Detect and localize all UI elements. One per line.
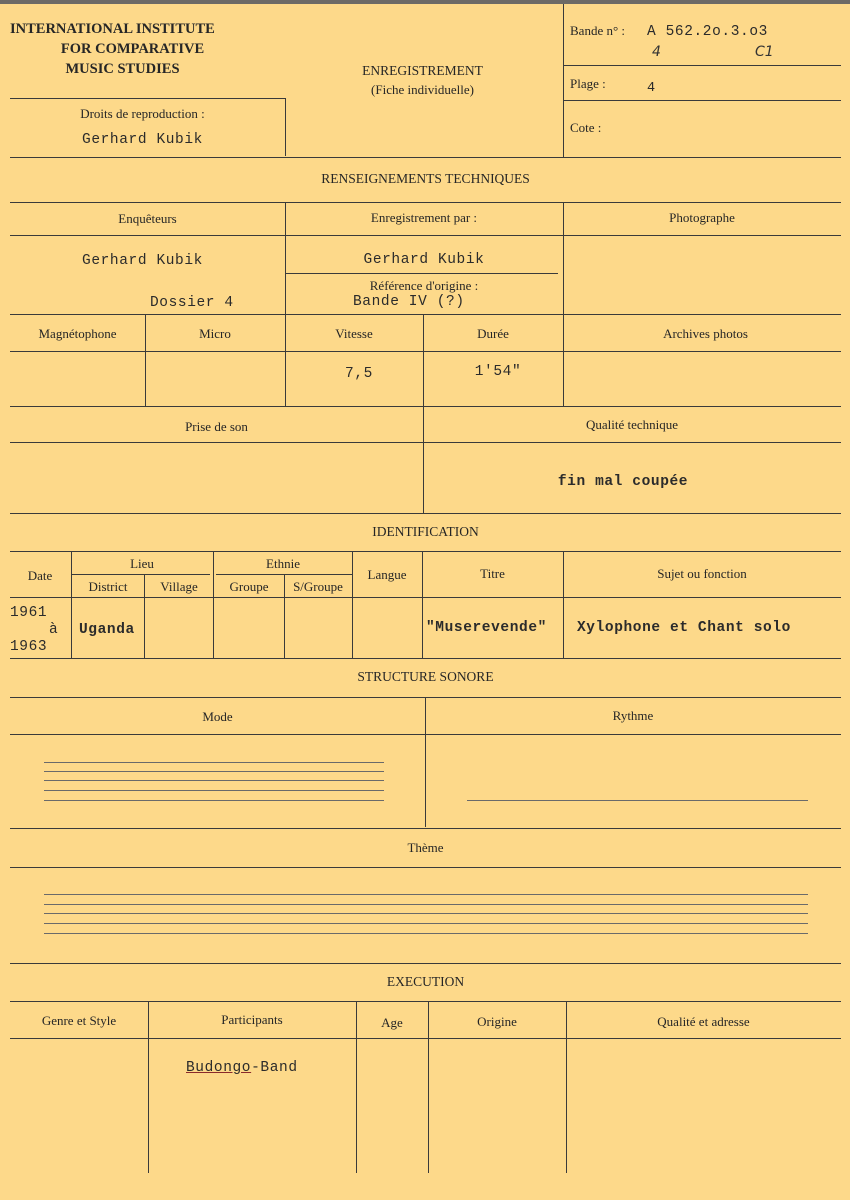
- genre-style-label: Genre et Style: [41, 1013, 117, 1028]
- tech-line-3: [10, 314, 841, 315]
- bande-hand-left: 4: [652, 44, 661, 60]
- theme-staff-line-1: [44, 894, 808, 895]
- ident-divider-6: [422, 551, 423, 658]
- structure-divider: [425, 697, 426, 827]
- header-right-divider: [563, 4, 564, 157]
- institute-line-3: MUSIC STUDIES: [65, 61, 180, 77]
- form-title: ENREGISTREMENT: [362, 63, 483, 78]
- ident-divider-4: [284, 574, 285, 658]
- magnetophone-label: Magnétophone: [38, 326, 117, 341]
- tech-divider-6: [563, 314, 564, 406]
- qualite-technique-label: Qualité technique: [585, 417, 679, 432]
- rights-label: Droits de reproduction :: [80, 106, 205, 121]
- tech-bottom-line: [10, 513, 841, 514]
- bande-label: Bande n° :: [570, 23, 626, 38]
- qualite-technique-value: fin mal coupée: [557, 474, 689, 490]
- village-label: Village: [160, 579, 198, 594]
- tech-line-1: [10, 202, 841, 203]
- ident-line-2: [10, 597, 841, 598]
- mode-staff-line-2: [44, 771, 384, 772]
- plage-bottom-line: [563, 100, 841, 101]
- age-label: Age: [381, 1015, 403, 1030]
- participant-rest: -Band: [251, 1060, 298, 1076]
- mode-staff-line-3: [44, 780, 384, 781]
- date-to-word: à: [49, 622, 59, 638]
- ident-bottom-line: [10, 658, 841, 659]
- tech-line-6: [10, 442, 841, 443]
- rythme-label: Rythme: [612, 708, 654, 723]
- structure-heading: STRUCTURE SONORE: [357, 669, 494, 684]
- titre-value: "Muserevende": [426, 620, 547, 636]
- theme-staff-line-3: [44, 913, 808, 914]
- tech-divider-2: [563, 202, 564, 314]
- archives-photos-label: Archives photos: [663, 326, 748, 341]
- execution-divider-3: [428, 1001, 429, 1173]
- structure-line-3: [10, 828, 841, 829]
- plage-value: 4: [647, 81, 656, 96]
- vitesse-label: Vitesse: [335, 326, 373, 341]
- mode-label: Mode: [202, 709, 233, 724]
- qualite-adresse-label: Qualité et adresse: [657, 1014, 750, 1029]
- rythme-line: [467, 800, 808, 801]
- participants-label: Participants: [221, 1012, 283, 1027]
- structure-line-4: [10, 867, 841, 868]
- district-value: Uganda: [79, 622, 135, 638]
- rights-top-line: [10, 98, 285, 99]
- tech-divider-3: [145, 314, 146, 406]
- sujet-value: Xylophone et Chant solo: [577, 620, 791, 636]
- ident-divider-5: [352, 551, 353, 658]
- tech-divider-5: [423, 314, 424, 406]
- mode-staff-line-4: [44, 790, 384, 791]
- enregistrement-underline: [285, 273, 558, 274]
- ident-divider-7: [563, 551, 564, 658]
- lieu-underline: [72, 574, 210, 575]
- theme-label: Thème: [407, 840, 444, 855]
- execution-divider-1: [148, 1001, 149, 1173]
- reference-label: Référence d'origine :: [369, 278, 479, 293]
- date-to: 1963: [10, 639, 48, 655]
- photographe-label: Photographe: [669, 210, 735, 225]
- identification-heading: IDENTIFICATION: [372, 524, 479, 539]
- theme-staff-line-5: [44, 933, 808, 934]
- enqueteurs-label: Enquêteurs: [118, 211, 177, 226]
- institute-line-2: FOR COMPARATIVE: [60, 41, 205, 57]
- ident-divider-1: [71, 551, 72, 658]
- sgroupe-label: S/Groupe: [293, 579, 343, 594]
- tech-line-2: [10, 235, 841, 236]
- institute-line-1: INTERNATIONAL INSTITUTE: [10, 21, 215, 37]
- tech-divider-7: [423, 406, 424, 513]
- execution-heading: EXECUTION: [386, 974, 465, 989]
- bande-bottom-line: [563, 65, 841, 66]
- enregistrement-value: Gerhard Kubik: [363, 252, 485, 268]
- tech-divider-4: [285, 314, 286, 406]
- execution-divider-2: [356, 1001, 357, 1173]
- vitesse-value: 7,5: [345, 366, 373, 382]
- execution-line-2: [10, 1038, 841, 1039]
- enqueteurs-value: Gerhard Kubik: [82, 253, 203, 269]
- bande-value: A 562.2o.3.o3: [647, 24, 768, 40]
- micro-label: Micro: [199, 326, 231, 341]
- theme-staff-line-4: [44, 923, 808, 924]
- lieu-label: Lieu: [130, 556, 154, 571]
- theme-staff-line-2: [44, 904, 808, 905]
- duree-value: 1'54": [474, 364, 522, 380]
- enregistrement-label: Enregistrement par :: [370, 210, 478, 225]
- duree-label: Durée: [477, 326, 509, 341]
- rights-value: Gerhard Kubik: [82, 132, 203, 148]
- date-label: Date: [27, 568, 53, 583]
- ethnie-label: Ethnie: [266, 556, 300, 571]
- participant-underlined: Budongo: [186, 1060, 252, 1076]
- ident-divider-2: [144, 574, 145, 658]
- date-from: 1961: [10, 605, 48, 621]
- ident-divider-3: [213, 551, 214, 658]
- bande-hand-right: C1: [755, 44, 774, 60]
- origine-label: Origine: [477, 1014, 517, 1029]
- ident-line-1: [10, 551, 841, 552]
- titre-label: Titre: [480, 566, 505, 581]
- sujet-label: Sujet ou fonction: [657, 566, 747, 581]
- header-bottom-line: [10, 157, 841, 158]
- mode-staff-line-5: [44, 800, 384, 801]
- dossier-value: Dossier 4: [150, 295, 234, 311]
- groupe-label: Groupe: [229, 579, 269, 594]
- langue-label: Langue: [367, 567, 407, 582]
- district-label: District: [88, 579, 128, 594]
- prise-de-son-label: Prise de son: [185, 419, 248, 434]
- cote-label: Cote :: [570, 120, 602, 135]
- tech-heading: RENSEIGNEMENTS TECHNIQUES: [321, 171, 530, 186]
- tech-line-4: [10, 351, 841, 352]
- structure-bottom-line: [10, 963, 841, 964]
- rights-right-line: [285, 98, 286, 156]
- mode-staff-line-1: [44, 762, 384, 763]
- form-subtitle: (Fiche individuelle): [371, 82, 474, 97]
- plage-label: Plage :: [570, 76, 606, 91]
- execution-line-1: [10, 1001, 841, 1002]
- tech-line-5: [10, 406, 841, 407]
- scan-top-edge: [0, 0, 850, 4]
- execution-divider-4: [566, 1001, 567, 1173]
- participant-entry: [186, 1061, 298, 1076]
- reference-value: Bande IV (?): [353, 294, 465, 310]
